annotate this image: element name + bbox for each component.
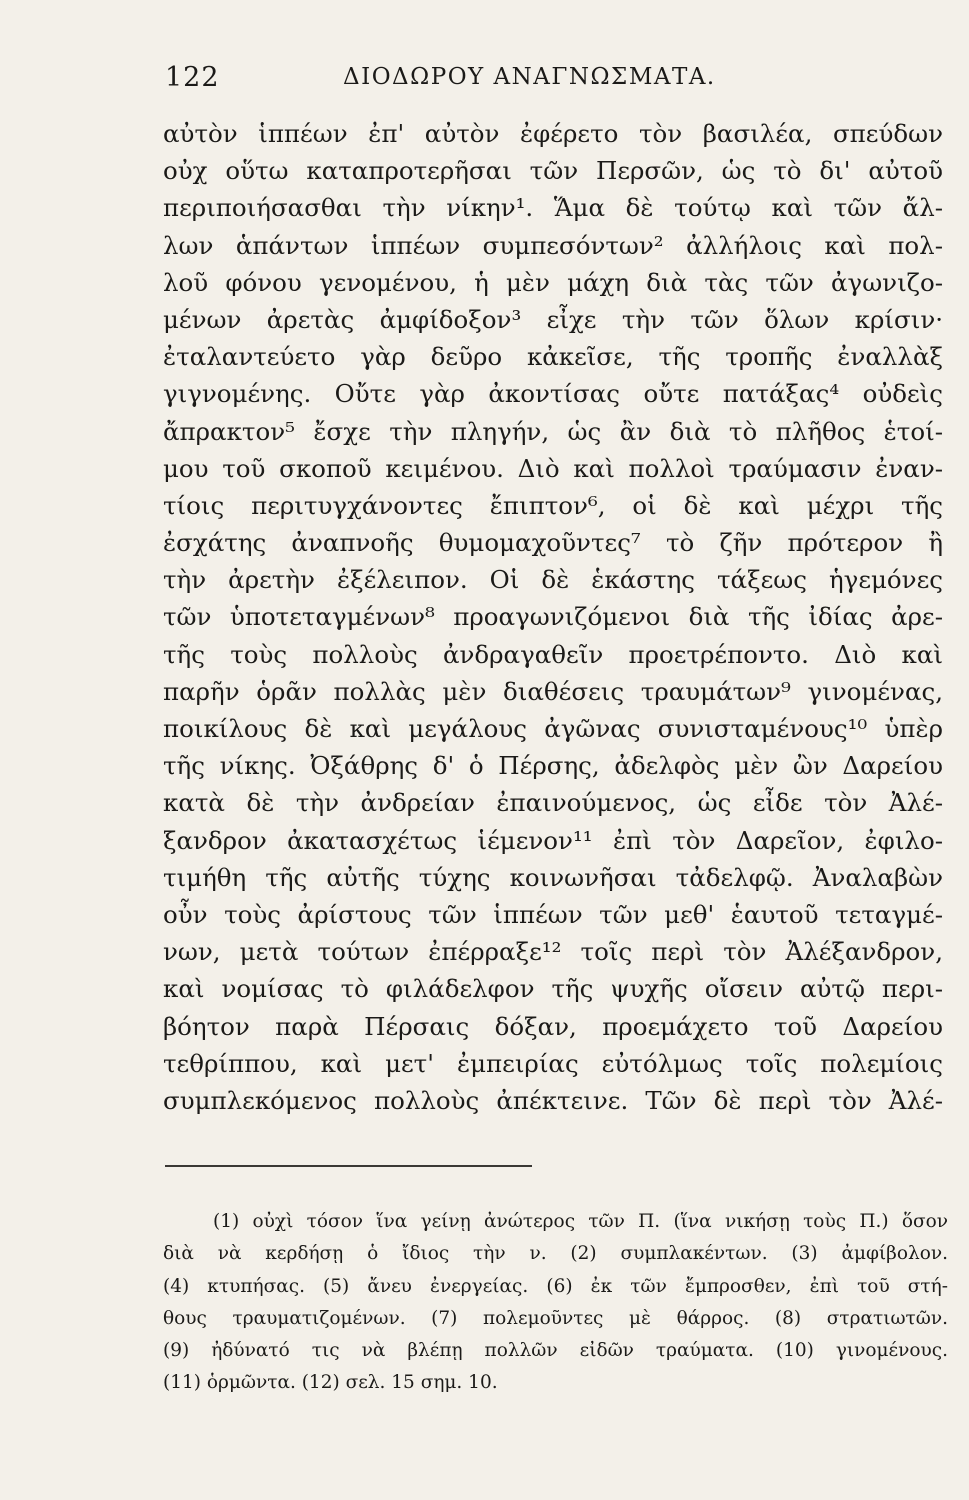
- footnote-line: (9) ἠδύνατό τις νὰ βλέπῃ πολλῶν εἰδῶν τραύματα. (10) γινομένους.: [163, 1340, 948, 1362]
- text-line: οὐχ οὕτω καταπροτερῆσαι τῶν Περσῶν, ὡς τὸ δι' αὐτοῦ: [163, 156, 943, 186]
- footnote-line: (4) κτυπήσας. (5) ἄνευ ἐνεργείας. (6) ἐκ τῶν ἔμπροσθεν, ἐπὶ τοῦ στή-: [163, 1275, 948, 1297]
- text-line: ξανδρον ἀκατασχέτως ἱέμενον¹¹ ἐπὶ τὸν Δαρεῖον, ἐφιλο-: [163, 825, 943, 855]
- text-line: μένων ἀρετὰς ἀμφίδοξον³ εἶχε τὴν τῶν ὅλων κρίσιν·: [163, 304, 943, 334]
- text-line: τίοις περιτυγχάνοντες ἔπιπτον⁶, οἱ δὲ καὶ μέχρι τῆς: [163, 490, 943, 520]
- text-line: ἐταλαντεύετο γὰρ δεῦρο κἀκεῖσε, τῆς τροπῆς ἐναλλὰξ: [163, 342, 943, 372]
- main-text: [163, 115, 948, 1119]
- running-title: ΔΙΟΔΩΡΟΥ ΑΝΑΓΝΩΣΜΑΤΑ.: [343, 64, 716, 90]
- page-number: 122: [165, 62, 220, 93]
- page-header: [165, 62, 943, 102]
- text-line: λοῦ φόνου γενομένου, ἡ μὲν μάχη διὰ τὰς τῶν ἀγωνιζο-: [163, 267, 943, 297]
- text-line: τῆς τοὺς πολλοὺς ἀνδραγαθεῖν προετρέποντο. Διὸ καὶ: [163, 639, 943, 669]
- text-line: τεθρίππου, καὶ μετ' ἐμπειρίας εὐτόλμως τοῖς πολεμίοις: [163, 1048, 943, 1078]
- text-line: τὴν ἀρετὴν ἐξέλειπον. Οἱ δὲ ἑκάστης τάξεως ἡγεμόνες: [163, 565, 943, 595]
- text-line: ποικίλους δὲ καὶ μεγάλους ἀγῶνας συνισταμένους¹⁰ ὑπὲρ: [163, 714, 943, 743]
- footnote-line: (11) ὁρμῶντα. (12) σελ. 15 σημ. 10.: [163, 1372, 498, 1394]
- text-line: ἐσχάτης ἀναπνοῆς θυμομαχοῦντες⁷ τὸ ζῆν πρότερον ἢ: [163, 528, 943, 558]
- footnote-line: θους τραυματιζομένων. (7) πολεμοῦντες μὲ θάρρος. (8) στρατιωτῶν.: [163, 1307, 948, 1329]
- text-line: λων ἁπάντων ἱππέων συμπεσόντων² ἀλλήλοις καὶ πολ-: [163, 230, 943, 260]
- text-line: αὐτὸν ἱππέων ἐπ' αὐτὸν ἐφέρετο τὸν βασιλέα, σπεύδων: [163, 119, 943, 148]
- footnote-line: (1) οὐχὶ τόσον ἵνα γείνῃ ἀνώτερος τῶν Π. (ἵνα νικήσῃ τοὺς Π.) ὅσον: [213, 1211, 948, 1232]
- text-line: ἄπρακτον⁵ ἔσχε τὴν πληγήν, ὡς ἂν διὰ τὸ πλῆθος ἑτοί-: [163, 416, 943, 446]
- text-line: κατὰ δὲ τὴν ἀνδρείαν ἐπαινούμενος, ὡς εἶδε τὸν Ἀλέ-: [163, 788, 943, 818]
- text-line: παρῆν ὁρᾶν πολλὰς μὲν διαθέσεις τραυμάτων⁹ γινομένας,: [163, 676, 943, 706]
- text-line: τῶν ὑποτεταγμένων⁸ προαγωνιζόμενοι διὰ τῆς ἰδίας ἀρε-: [163, 602, 943, 632]
- footnotes: [163, 1206, 953, 1400]
- footnote-divider: [165, 1165, 532, 1167]
- text-line: συμπλεκόμενος πολλοὺς ἀπέκτεινε. Τῶν δὲ περὶ τὸν Ἀλέ-: [163, 1085, 943, 1115]
- footnote-line: διὰ νὰ κερδήσῃ ὁ ἴδιος τὴν ν. (2) συμπλακέντων. (3) ἀμφίβολον.: [163, 1243, 948, 1265]
- text-line: γιγνομένης. Οὔτε γὰρ ἀκοντίσας οὔτε πατάξας⁴ οὐδεὶς: [163, 379, 943, 409]
- text-line: μου τοῦ σκοποῦ κειμένου. Διὸ καὶ πολλοὶ τραύμασιν ἐναν-: [163, 453, 943, 483]
- text-line: καὶ νομίσας τὸ φιλάδελφον τῆς ψυχῆς οἴσειν αὐτῷ περι-: [163, 974, 943, 1004]
- text-line: βόητον παρὰ Πέρσαις δόξαν, προεμάχετο τοῦ Δαρείου: [163, 1011, 943, 1041]
- text-line: νων, μετὰ τούτων ἐπέρραξε¹² τοῖς περὶ τὸν Ἀλέξανδρον,: [163, 937, 943, 967]
- text-line: οὖν τοὺς ἀρίστους τῶν ἱππέων τῶν μεθ' ἑαυτοῦ τεταγμέ-: [163, 899, 943, 929]
- text-line: περιποιήσασθαι τὴν νίκην¹. Ἅμα δὲ τούτῳ καὶ τῶν ἄλ-: [163, 193, 943, 223]
- text-line: τιμήθη τῆς αὐτῆς τύχης κοινωνῆσαι τἀδελφῷ. Ἀναλαβὼν: [163, 862, 943, 892]
- text-line: τῆς νίκης. Ὀξάθρης δ' ὁ Πέρσης, ἀδελφὸς μὲν ὢν Δαρείου: [163, 751, 943, 781]
